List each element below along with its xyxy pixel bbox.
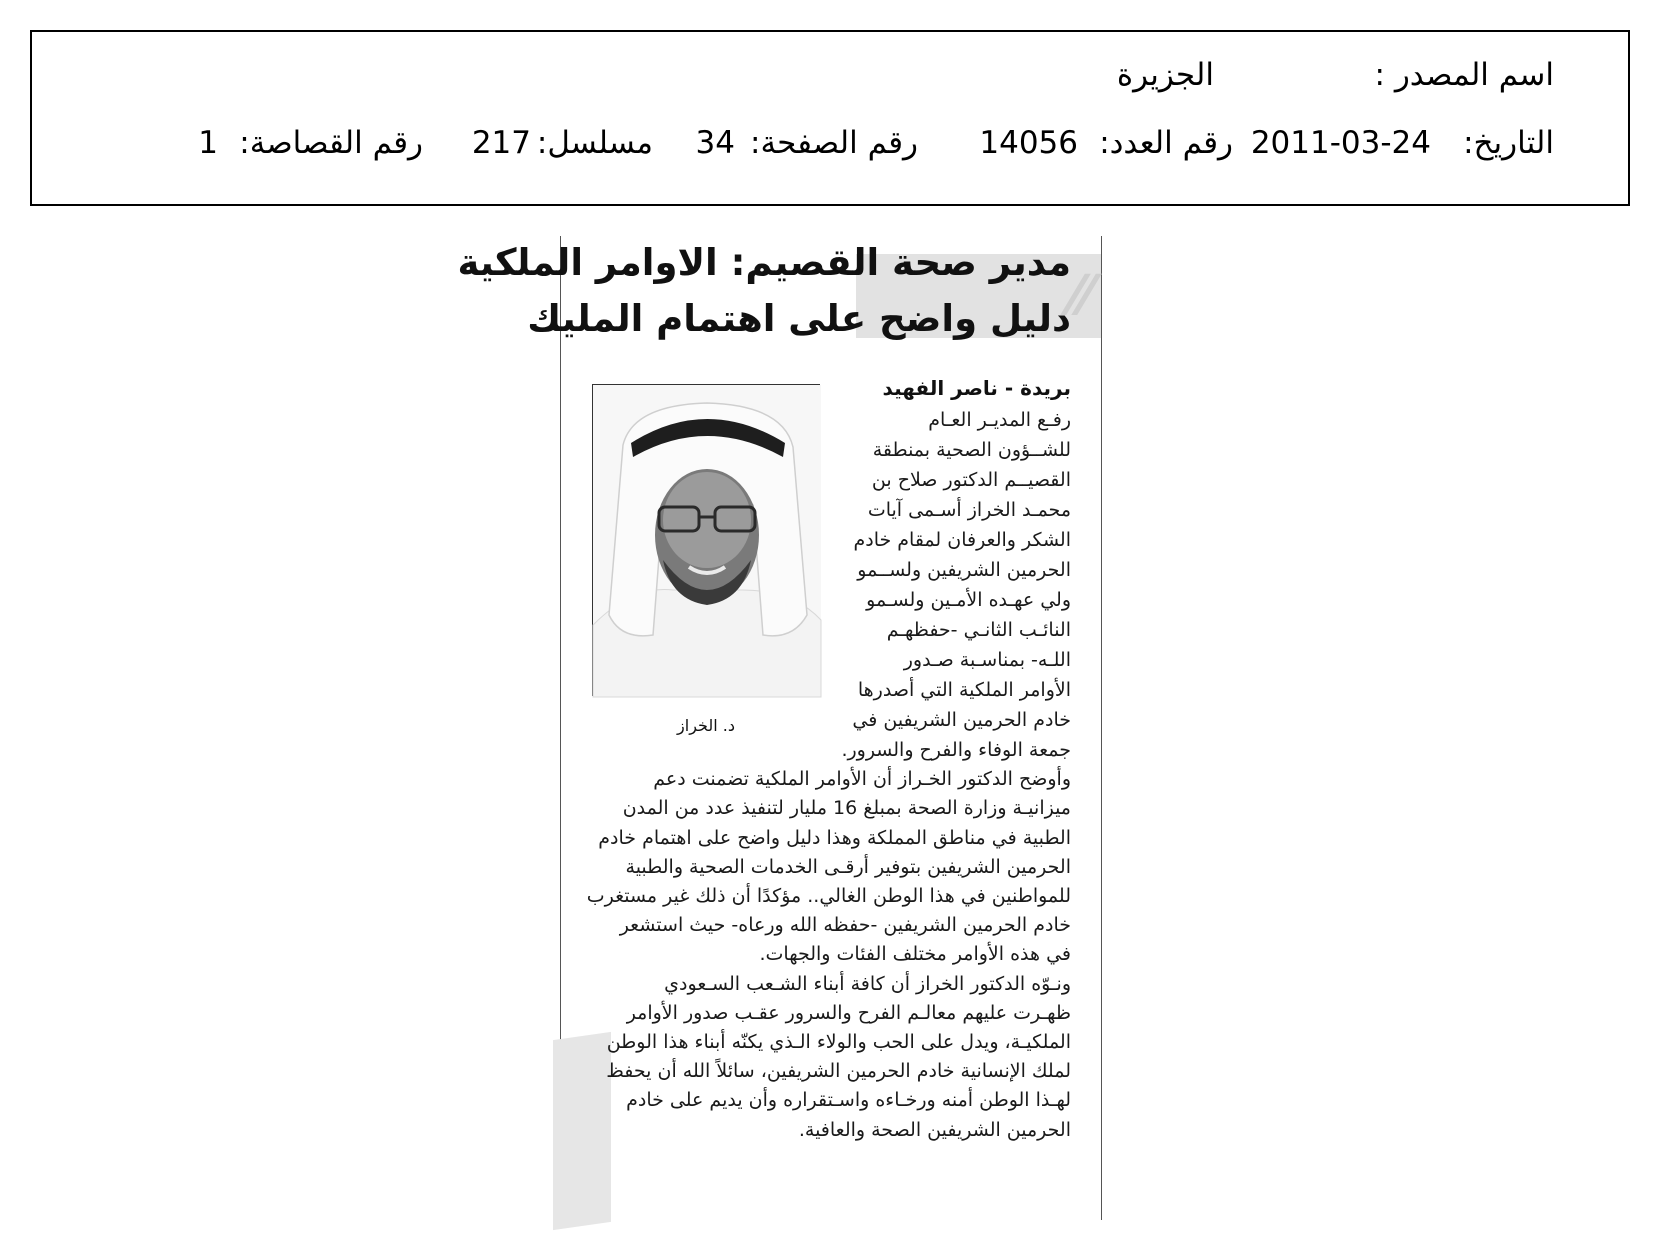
newspaper-clipping <box>457 236 1102 1220</box>
article-line: الحرمين الشريفين بتوفير أرقـى الخدمات الصحية والطبية <box>625 855 1071 878</box>
date-label: التاريخ: <box>1463 125 1554 161</box>
article-line: ظهـرت عليهم معالـم الفرح والسرور عقـب صدور الأوامر <box>626 1001 1071 1024</box>
author-photo <box>592 384 820 696</box>
article-line: الشكر والعرفان لمقام خادم <box>853 529 1071 551</box>
article-line: الأوامر الملكية التي أصدرها <box>857 679 1071 701</box>
serial-label: مسلسل: <box>536 125 653 161</box>
watermark-top-mark: ⁄⁄ <box>1070 264 1093 327</box>
issue-label: رقم العدد: <box>1099 125 1233 161</box>
source-info-box <box>30 30 1630 206</box>
article-line: في هذه الأوامر مختلف الفئات والجهات. <box>759 943 1071 966</box>
article-line: للمواطنين في هذا الوطن الغالي.. مؤكدًا أن ذلك غير مستغرب <box>586 885 1071 907</box>
article-line: رفـع المديـر العـام <box>928 409 1071 431</box>
serial-value: 217 <box>471 125 531 161</box>
headline-line-2: دليل واضح على اهتمام المليك <box>527 297 1071 340</box>
clip-value: 1 <box>198 125 218 161</box>
article-line: خادم الحرمين الشريفين في <box>852 709 1071 731</box>
article-line: الملكيـة، ويدل على الحب والولاء الـذي يكنّه أبناء هذا الوطن <box>606 1031 1071 1053</box>
source-value: الجزيرة <box>1116 57 1214 93</box>
date-value: 2011-03-24 <box>1250 125 1431 161</box>
article-line: الحرمين الشريفين الصحة والعافية. <box>798 1118 1071 1141</box>
byline: بريدة - ناصر الفهيد <box>882 376 1071 400</box>
article-line: لهـذا الوطن أمنه ورخـاءه واسـتقراره وأن يديم على خادم <box>626 1089 1071 1112</box>
article-line: ولي عهـده الأمـين ولسـمو <box>866 589 1071 611</box>
issue-value: 14056 <box>979 125 1078 161</box>
page-value: 34 <box>695 125 735 161</box>
source-label: اسم المصدر : <box>1374 57 1554 93</box>
article-line: ونـوّه الدكتور الخراز أن كافة أبناء الشـعب السـعودي <box>664 972 1071 995</box>
headline-line-1: مدير صحة القصيم: الاوامر الملكية <box>457 241 1071 284</box>
article-line: النائـب الثانـي -حفظهـم <box>886 619 1071 641</box>
article-line: لملك الإنسانية خادم الحرمين الشريفين، سائلاً الله أن يحفظ <box>606 1060 1071 1083</box>
page-label: رقم الصفحة: <box>750 125 918 161</box>
article-line: للشــؤون الصحية بمنطقة <box>872 439 1071 461</box>
photo-caption: د. الخراز <box>677 716 735 735</box>
article-line: وأوضح الدكتور الخـراز أن الأوامر الملكية تضمنت دعم <box>653 768 1071 791</box>
article-line: اللـه- بمناسـبة صـدور <box>903 649 1071 671</box>
article-line: ميزانيـة وزارة الصحة بمبلغ 16 مليار لتنفيذ عدد من المدن <box>622 797 1071 820</box>
article-line: جمعة الوفاء والفرح والسرور. <box>841 739 1071 761</box>
article-line: القصيــم الدكتور صلاح بن <box>871 469 1071 491</box>
article-line: محمـد الخراز أسـمى آيات <box>867 499 1071 521</box>
portrait-image <box>593 385 821 697</box>
article-line: الحرمين الشريفين ولســمو <box>857 559 1071 581</box>
clip-label: رقم القصاصة: <box>239 125 423 161</box>
article-line: الطبية في مناطق المملكة وهذا دليل واضح على اهتمام خادم <box>598 826 1071 849</box>
article-line: خادم الحرمين الشريفين -حفظه الله ورعاه- حيث استشعر <box>619 914 1071 937</box>
